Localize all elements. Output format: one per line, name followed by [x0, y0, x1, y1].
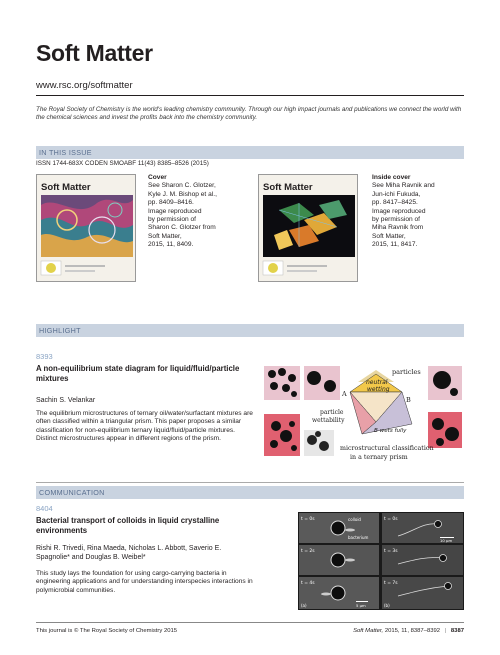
inside-cover-caption-line: Jun-ichi Fukuda, [372, 190, 421, 198]
time-label: t = 0s [301, 517, 315, 522]
label-b: B [406, 396, 411, 404]
scale-bar-label: 5 µm [356, 603, 366, 608]
intro-text: The Royal Society of Chemistry is the world's leading chemistry community. Through our high impact journals and publications we connect the world with the chemical sciences and invest the profits back into the chemistry community. [36, 106, 462, 122]
highlight-authors: Sachin S. Velankar [36, 397, 96, 404]
issn-line: ISSN 1744-683X CODEN SMOABF 11(43) 8385–8526 (2015) [36, 160, 209, 167]
highlight-page-number[interactable]: 8393 [36, 352, 53, 361]
communication-abstract: This study lays the foundation for using cargo-carrying bacteria in engineering applications and for understanding interspecies interactions in polymicrobial communities. [36, 570, 253, 594]
communication-figure [298, 512, 464, 610]
communication-title[interactable]: Bacterial transport of colloids in liquid crystalline environments [36, 516, 220, 535]
label-wettability: wettability [312, 417, 345, 424]
section-divider [36, 482, 464, 483]
cover-image [36, 174, 136, 282]
cover-caption-line: pp. 8409–8416. [148, 199, 194, 207]
label-b-wets-fully: B wets fully [374, 428, 407, 434]
inside-cover-caption-line: See Miha Ravnik and [372, 182, 435, 190]
time-label: t = 0s [384, 517, 398, 522]
communication-page-number[interactable]: 8404 [36, 504, 53, 513]
label-particles: particles [392, 368, 421, 376]
footer-copyright: This journal is © The Royal Society of Chemistry 2015 [36, 628, 178, 634]
highlight-figure [262, 364, 464, 474]
inside-cover-caption-line: 2015, 11, 8417. [372, 241, 418, 249]
time-label: t = 2s [301, 549, 315, 554]
cover-caption-line: Kyle J. M. Bishop et al., [148, 190, 217, 198]
cover-caption [148, 174, 230, 250]
in-this-issue-heading: IN THIS ISSUE [36, 146, 464, 159]
inside-cover-caption-line: pp. 8417–8425. [372, 199, 418, 207]
journal-url[interactable]: www.rsc.org/softmatter [36, 80, 133, 91]
journal-title: Soft Matter [36, 40, 153, 66]
footer-page-number: 8387 [450, 628, 464, 634]
panel-label: (a) [301, 603, 307, 608]
inside-cover-caption-head: Inside cover [372, 174, 411, 181]
cover-caption-line: 2015, 11, 8409. [148, 241, 194, 249]
label-a: A [342, 390, 347, 398]
inside-cover-caption-line: Miha Ravnik from [372, 224, 424, 232]
inside-cover-art [259, 175, 358, 282]
cover-caption-line: Soft Matter, [148, 232, 182, 240]
figure-caption-line-2: in a ternary prism [350, 454, 408, 461]
cover-caption-line: Image reproduced [148, 207, 202, 215]
inside-cover-caption-line: by permission of [372, 216, 421, 224]
inside-cover-caption [372, 174, 454, 250]
cover-caption-line: by permission of [148, 216, 197, 224]
communication-authors: Rishi R. Trivedi, Rina Maeda, Nicholas L. Abbott, Saverio E. Spagnolie* and Douglas B. Weibel* [36, 545, 222, 561]
time-label: t = 4s [301, 581, 315, 586]
highlight-heading: HIGHLIGHT [36, 324, 464, 337]
cover-caption-head: Cover [148, 174, 167, 181]
label-wetting: wetting [367, 386, 390, 393]
inside-cover-journal-label: Soft Matter [263, 182, 313, 193]
cover-caption-line: Sharon C. Glotzer from [148, 224, 216, 232]
time-label: t = 3s [384, 549, 398, 554]
highlight-title[interactable]: A non-equilibrium state diagram for liquid/fluid/particle mixtures [36, 364, 240, 383]
cover-caption-line: See Sharon C. Glotzer, [148, 182, 216, 190]
inside-cover-caption-line: Image reproduced [372, 207, 426, 215]
label-particle: particle [320, 409, 344, 416]
colloid-label: colloid [348, 517, 361, 522]
inside-cover-caption-line: Soft Matter, [372, 232, 406, 240]
footer-journal: Soft Matter, [353, 628, 384, 634]
inside-cover-image [258, 174, 358, 282]
time-label: t = 7s [384, 581, 398, 586]
cover-journal-label: Soft Matter [41, 182, 91, 193]
label-neutral: neutral [366, 379, 388, 386]
header-rule [36, 95, 464, 96]
scale-bar-label: 10 µm [440, 538, 453, 543]
communication-heading: COMMUNICATION [36, 486, 464, 499]
cover-art [37, 175, 136, 282]
footer-ref: 2015, 11, 8387–8392 [384, 628, 441, 634]
figure-caption-line-1: microstructural classification [340, 445, 434, 452]
bacterium-label: bacterium [348, 535, 369, 540]
highlight-abstract: The equilibrium microstructures of ternary oil/water/surfactant mixtures are often classified within a triangular prism. This paper proposes a similar classification for non-equilibrium ternary liquid/fluid/particle mixtures. Distinct microstructures appear in different regions of the prism. [36, 410, 253, 443]
panel-label: (b) [384, 603, 390, 608]
footer-rule [36, 622, 464, 623]
footer-citation: Soft Matter, 2015, 11, 8387–8392 | 8387 [353, 628, 464, 634]
